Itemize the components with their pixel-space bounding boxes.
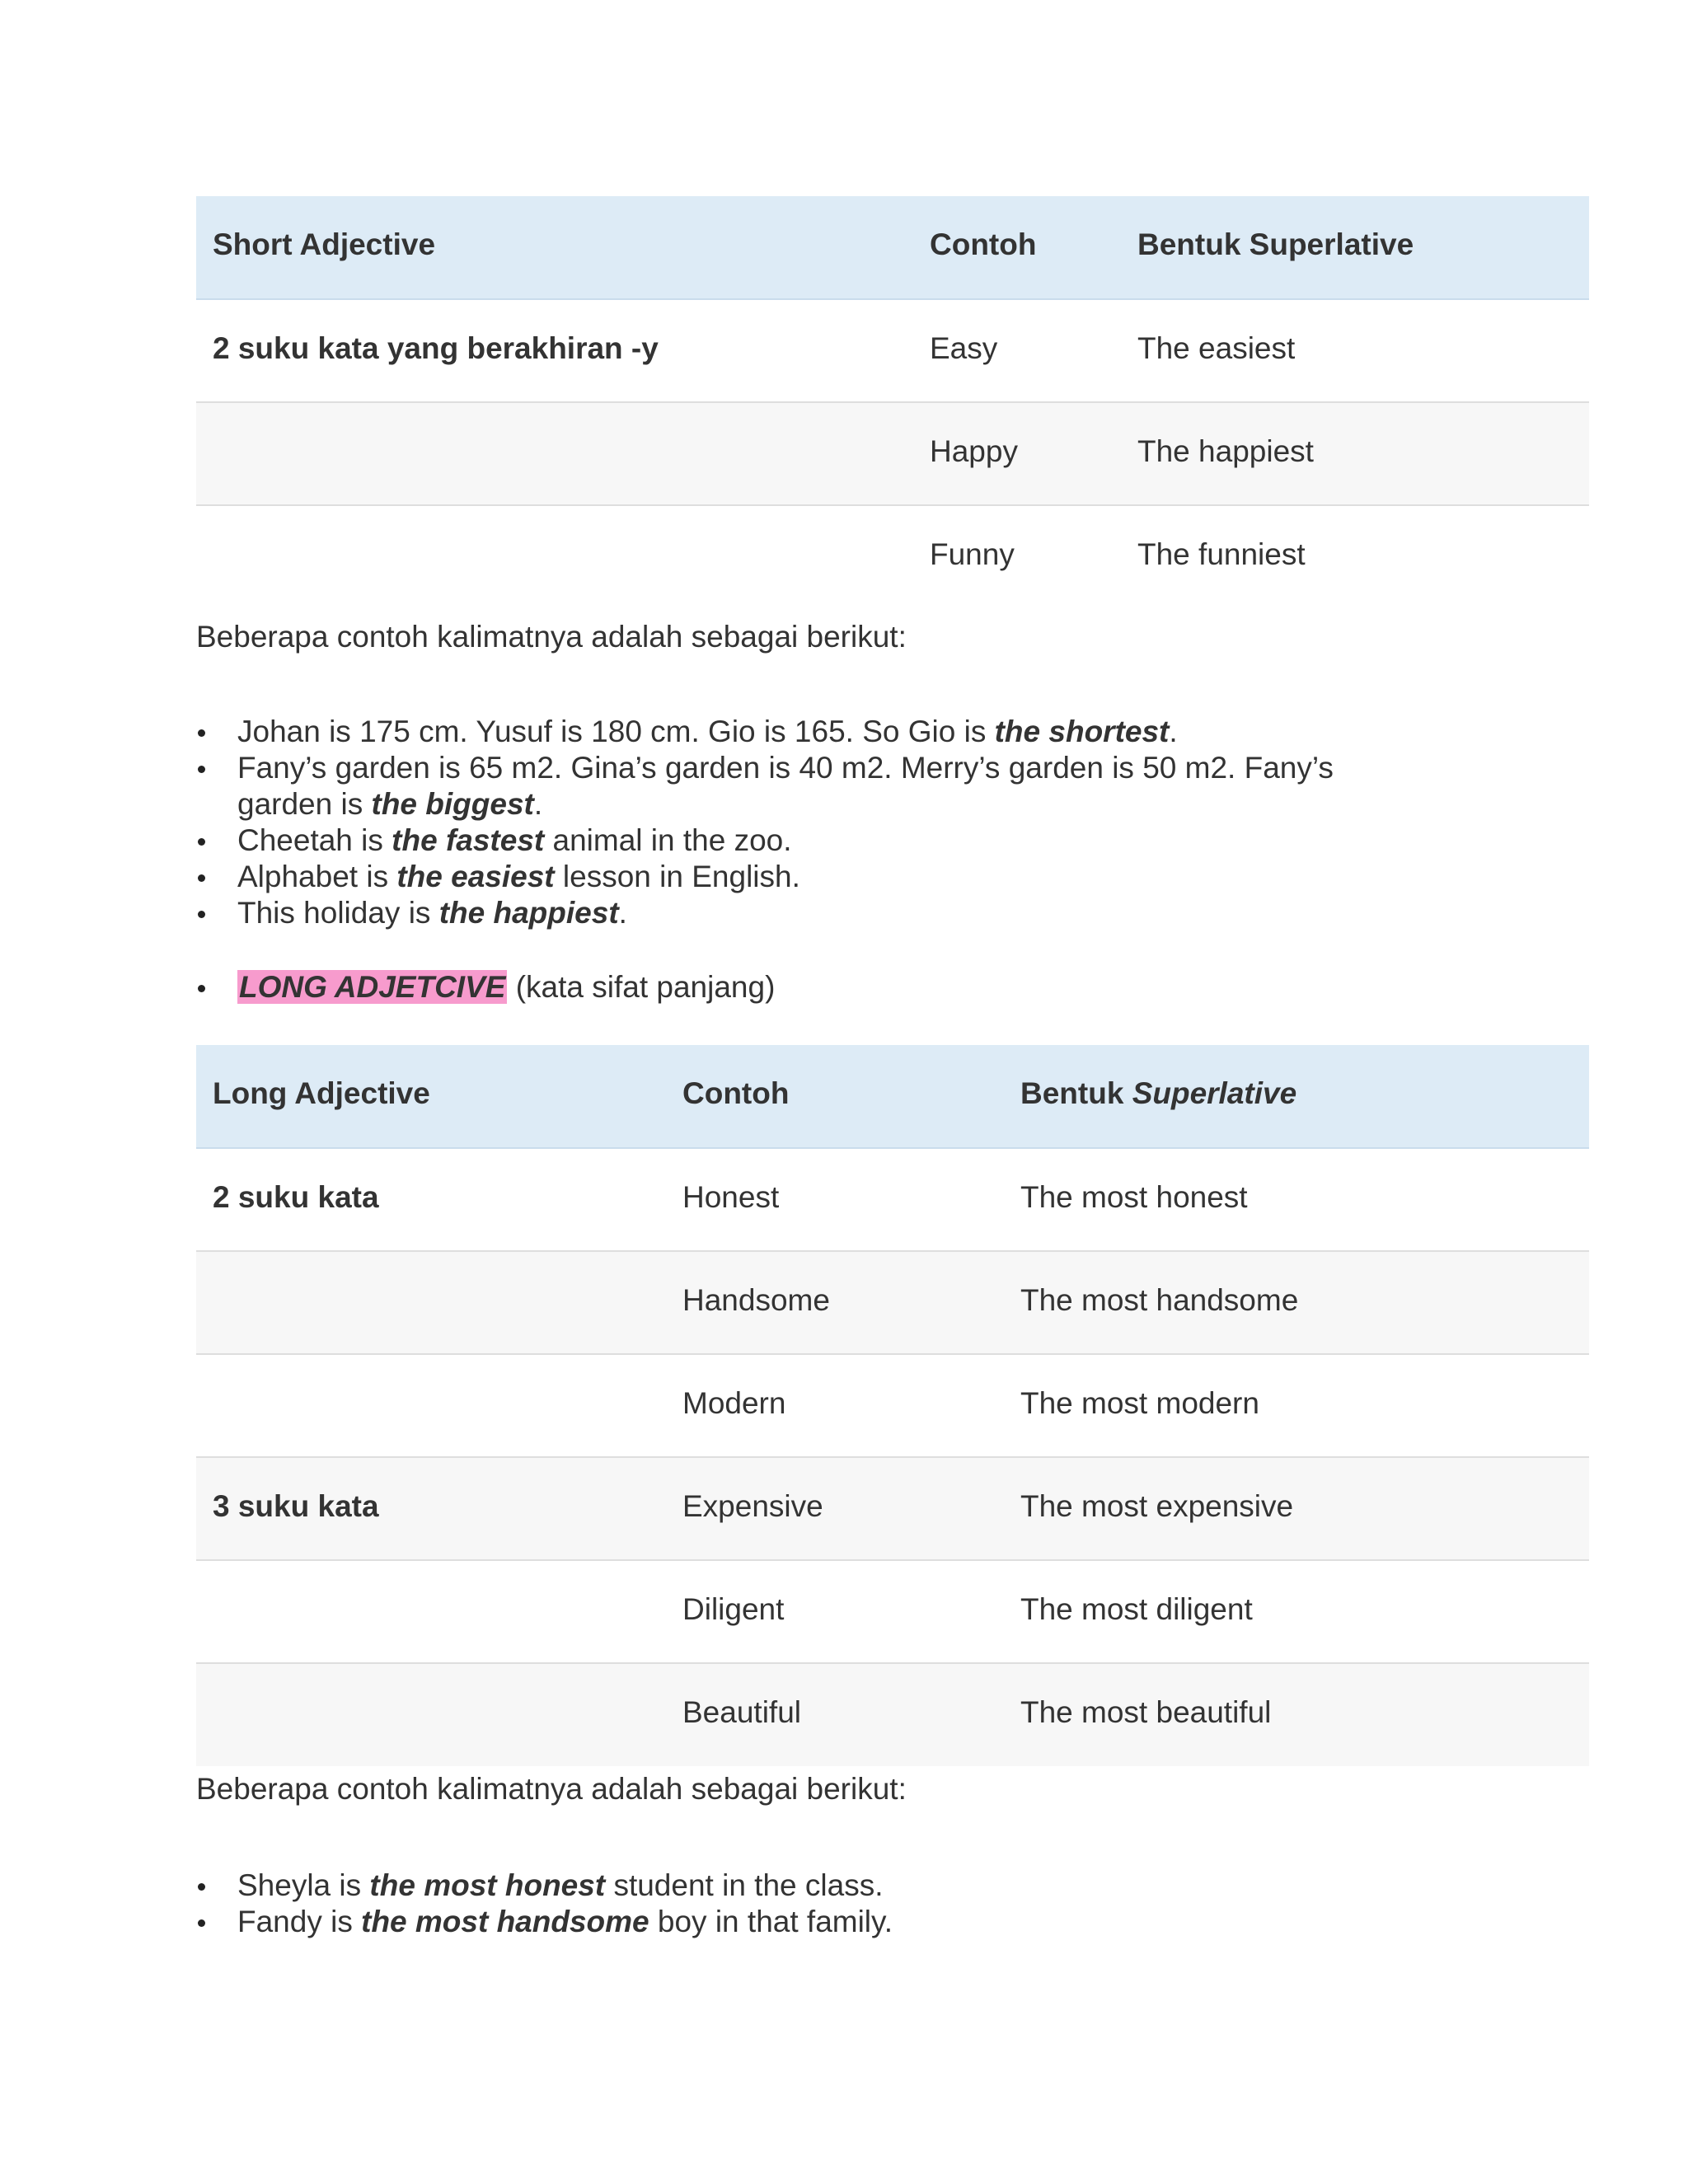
- intro-paragraph-2: Beberapa contoh kalimatnya adalah sebagai berikut:: [196, 1772, 907, 1806]
- row-superlative: The easiest: [1121, 299, 1589, 402]
- table-row: [196, 1457, 1589, 1560]
- table-row: [196, 505, 1589, 608]
- row-superlative: The funniest: [1137, 537, 1306, 571]
- row-example: Easy: [913, 299, 1121, 402]
- header-contoh: Contoh: [666, 1045, 1004, 1148]
- row-example: Funny: [930, 537, 1015, 571]
- row-superlative: The most honest: [1004, 1148, 1589, 1251]
- header-bentuk-superlative: Bentuk Superlative: [1004, 1045, 1589, 1148]
- row-example: Handsome: [666, 1251, 1004, 1354]
- row-superlative: The most expensive: [1004, 1457, 1589, 1560]
- row-example: Honest: [666, 1148, 1004, 1251]
- row-level: [196, 1354, 666, 1457]
- row-example: Beautiful: [666, 1663, 1004, 1766]
- row-superlative: The most diligent: [1004, 1560, 1589, 1663]
- list-item: Alphabet is the easiest lesson in English.: [196, 859, 1432, 895]
- row-example: Expensive: [666, 1457, 1004, 1560]
- list-item: This holiday is the happiest.: [196, 895, 1432, 931]
- row-level: 3 suku kata: [196, 1457, 666, 1560]
- header-short-adjective: Short Adjective: [196, 196, 913, 299]
- row-level: [196, 1560, 666, 1663]
- row-level: [196, 402, 913, 505]
- table-header-row: [196, 1045, 1589, 1148]
- example-list-1: [196, 714, 1432, 931]
- list-item: Johan is 175 cm. Yusuf is 180 cm. Gio is 165. So Gio is the shortest.: [196, 714, 1432, 750]
- row-superlative: The happiest: [1121, 402, 1589, 505]
- table-row: [196, 1251, 1589, 1354]
- highlighted-heading: LONG ADJETCIVE: [239, 970, 506, 1004]
- row-example: Happy: [913, 402, 1121, 505]
- table-row: [196, 1354, 1589, 1457]
- list-item: Fandy is the most handsome boy in that family.: [196, 1904, 1432, 1940]
- row-example: Diligent: [666, 1560, 1004, 1663]
- list-item: Cheetah is the fastest animal in the zoo.: [196, 823, 1432, 859]
- header-contoh: Contoh: [913, 196, 1121, 299]
- list-item: Fany’s garden is 65 m2. Gina’s garden is 40 m2. Merry’s garden is 50 m2. Fany’s garden is the biggest.: [196, 750, 1408, 823]
- header-bentuk-superlative: Bentuk Superlative: [1121, 196, 1589, 299]
- table-header-row: [196, 196, 1589, 299]
- table-row: [196, 402, 1589, 505]
- table-row: [196, 1560, 1589, 1663]
- long-adjective-table: [196, 1045, 1589, 1766]
- row-level: 2 suku kata yang berakhiran -y: [196, 299, 913, 402]
- list-item: LONG ADJETCIVE (kata sifat panjang): [196, 969, 1432, 1005]
- example-list-2: [196, 1868, 1432, 1940]
- row-superlative: The most modern: [1004, 1354, 1589, 1457]
- list-item: Sheyla is the most honest student in the class.: [196, 1868, 1432, 1904]
- row-level: [196, 1251, 666, 1354]
- header-long-adjective: Long Adjective: [196, 1045, 666, 1148]
- long-adjective-heading: [196, 969, 1432, 1005]
- row-superlative: The most handsome: [1004, 1251, 1589, 1354]
- row-superlative: The most beautiful: [1004, 1663, 1589, 1766]
- row-level: 2 suku kata: [196, 1148, 666, 1251]
- table-row: [196, 1148, 1589, 1251]
- row-example: Modern: [666, 1354, 1004, 1457]
- table-row: [196, 299, 1589, 402]
- intro-paragraph-1: Beberapa contoh kalimatnya adalah sebagai berikut:: [196, 620, 907, 654]
- table-row: [196, 1663, 1589, 1766]
- row-level: [196, 1663, 666, 1766]
- short-adjective-table: [196, 196, 1589, 608]
- row-level: [196, 505, 913, 608]
